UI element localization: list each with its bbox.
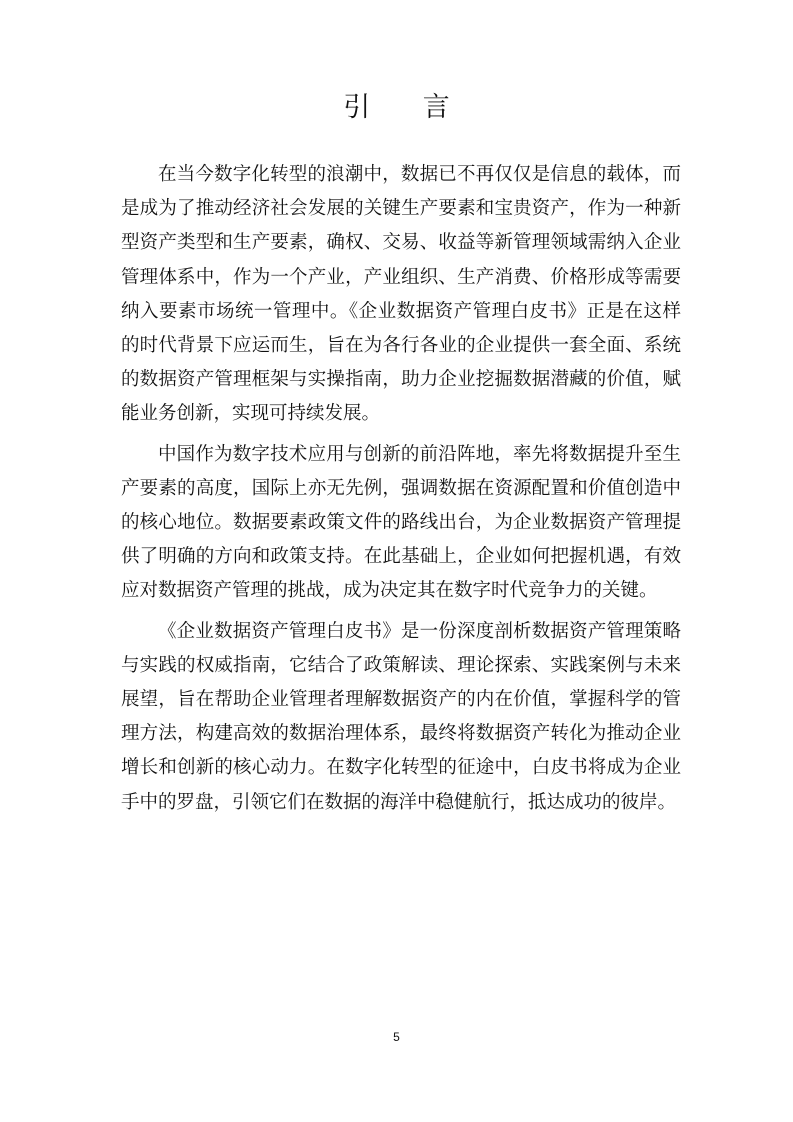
paragraph-3: 《企业数据资产管理白皮书》是一份深度剖析数据资产管理策略与实践的权威指南，它结合了政策解读、理论探索、实践案例与未来展望，旨在帮助企业管理者理解数据资产的内在价值，掌握科学的管理方法，构建高效的数据治理体系，最终将数据资产转化为推动企业增长和创新的核心动力。在数字化转型的征途中，白皮书将成为企业手中的罗盘，引领它们在数据的海洋中稳健航行，抵达成功的彼岸。 [121, 620, 681, 813]
paragraph-2: 中国作为数字技术应用与创新的前沿阵地，率先将数据提升至生产要素的高度，国际上亦无先例，强调数据在资源配置和价值创造中的核心地位。数据要素政策文件的路线出台，为企业数据资产管理提供了明确的方向和政策支持。在此基础上，企业如何把握机遇，有效应对数据资产管理的挑战，成为决定其在数字时代竞争力的关键。 [121, 443, 681, 602]
paragraph-1: 在当今数字化转型的浪潮中，数据已不再仅仅是信息的载体，而是成为了推动经济社会发展的关键生产要素和宝贵资产，作为一种新型资产类型和生产要素，确权、交易、收益等新管理领域需纳入企业管理体系中，作为一个产业，产业组织、生产消费、价格形成等需要纳入要素市场统一管理中。《企业数据资产管理白皮书》正是在这样的时代背景下应运而生，旨在为各行各业的企业提供一套全面、系统的数据资产管理框架与实操指南，助力企业挖掘数据潜藏的价值，赋能业务创新，实现可持续发展。 [121, 164, 681, 425]
page-number: 5 [393, 1030, 400, 1044]
page-title: 引 言 [343, 92, 472, 123]
document-body [121, 158, 681, 826]
